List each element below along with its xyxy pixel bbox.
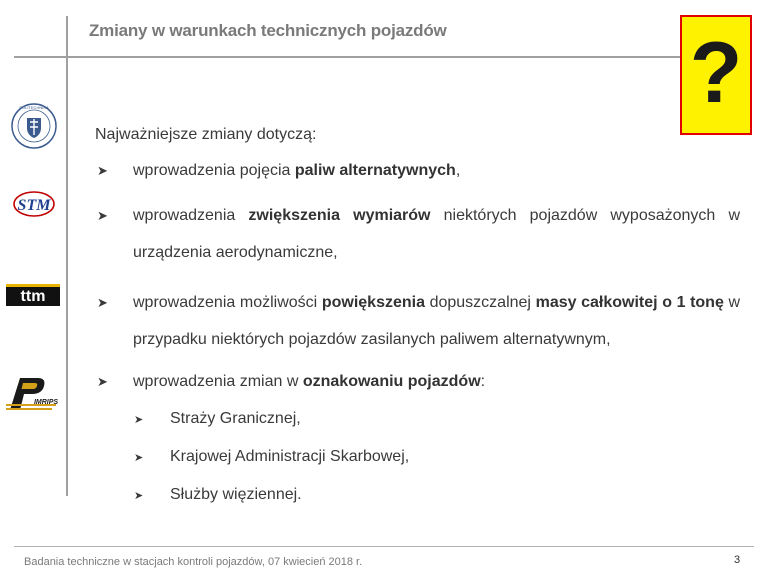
question-box [680, 15, 752, 135]
svg-text:IMRIPS: IMRIPS [33, 399, 59, 406]
list-item: ➤ wprowadzenia zwiększenia wymiarów niektórych pojazdów wyposażonych w urządzenia aerodynamiczne, [95, 197, 740, 271]
vertical-divider [66, 16, 68, 496]
content-area [95, 124, 740, 522]
svg-text:ttm: ttm [20, 288, 46, 305]
question-mark-icon: ? [689, 25, 743, 121]
ttm-logo [6, 284, 60, 306]
footer-divider [14, 546, 754, 547]
svg-text:POLITECHNIKA: POLITECHNIKA [19, 105, 49, 110]
header-divider [14, 56, 690, 58]
page-number: 3 [734, 554, 741, 566]
stm-logo [12, 188, 56, 220]
arrow-bullet-icon: ➤ [134, 414, 144, 426]
arrow-bullet-icon: ➤ [97, 208, 108, 223]
list-item: ➤ wprowadzenia możliwości powiększenia dopuszczalnej masy całkowitej o 1 tonę w przypadku niektórych pojazdów zasilanych paliwem alternatywnym, [95, 284, 740, 358]
svg-text:STM: STM [17, 197, 51, 214]
list-item: ➤ wprowadzenia zmian w oznakowaniu pojazdów: [95, 371, 740, 393]
arrow-bullet-icon: ➤ [134, 490, 144, 502]
sub-list-item: ➤ Służby więziennej. [95, 484, 740, 506]
arrow-bullet-icon: ➤ [97, 163, 108, 178]
pimrips-logo [6, 374, 64, 414]
intro-text: Najważniejsze zmiany dotyczą: [95, 126, 317, 143]
arrow-bullet-icon: ➤ [134, 452, 144, 464]
sub-list-item: ➤ Krajowej Administracji Skarbowej, [95, 446, 740, 468]
arrow-bullet-icon: ➤ [97, 374, 108, 389]
footer-text: Badania techniczne w stacjach kontroli pojazdów, 07 kwiecień 2018 r. [24, 556, 363, 568]
sub-list-item: ➤ Straży Granicznej, [95, 408, 740, 430]
university-seal-logo [10, 100, 58, 152]
list-item: ➤ wprowadzenia pojęcia paliw alternatywnych, [95, 160, 740, 182]
page-title: Zmiany w warunkach technicznych pojazdów [89, 21, 447, 40]
arrow-bullet-icon: ➤ [97, 295, 108, 310]
